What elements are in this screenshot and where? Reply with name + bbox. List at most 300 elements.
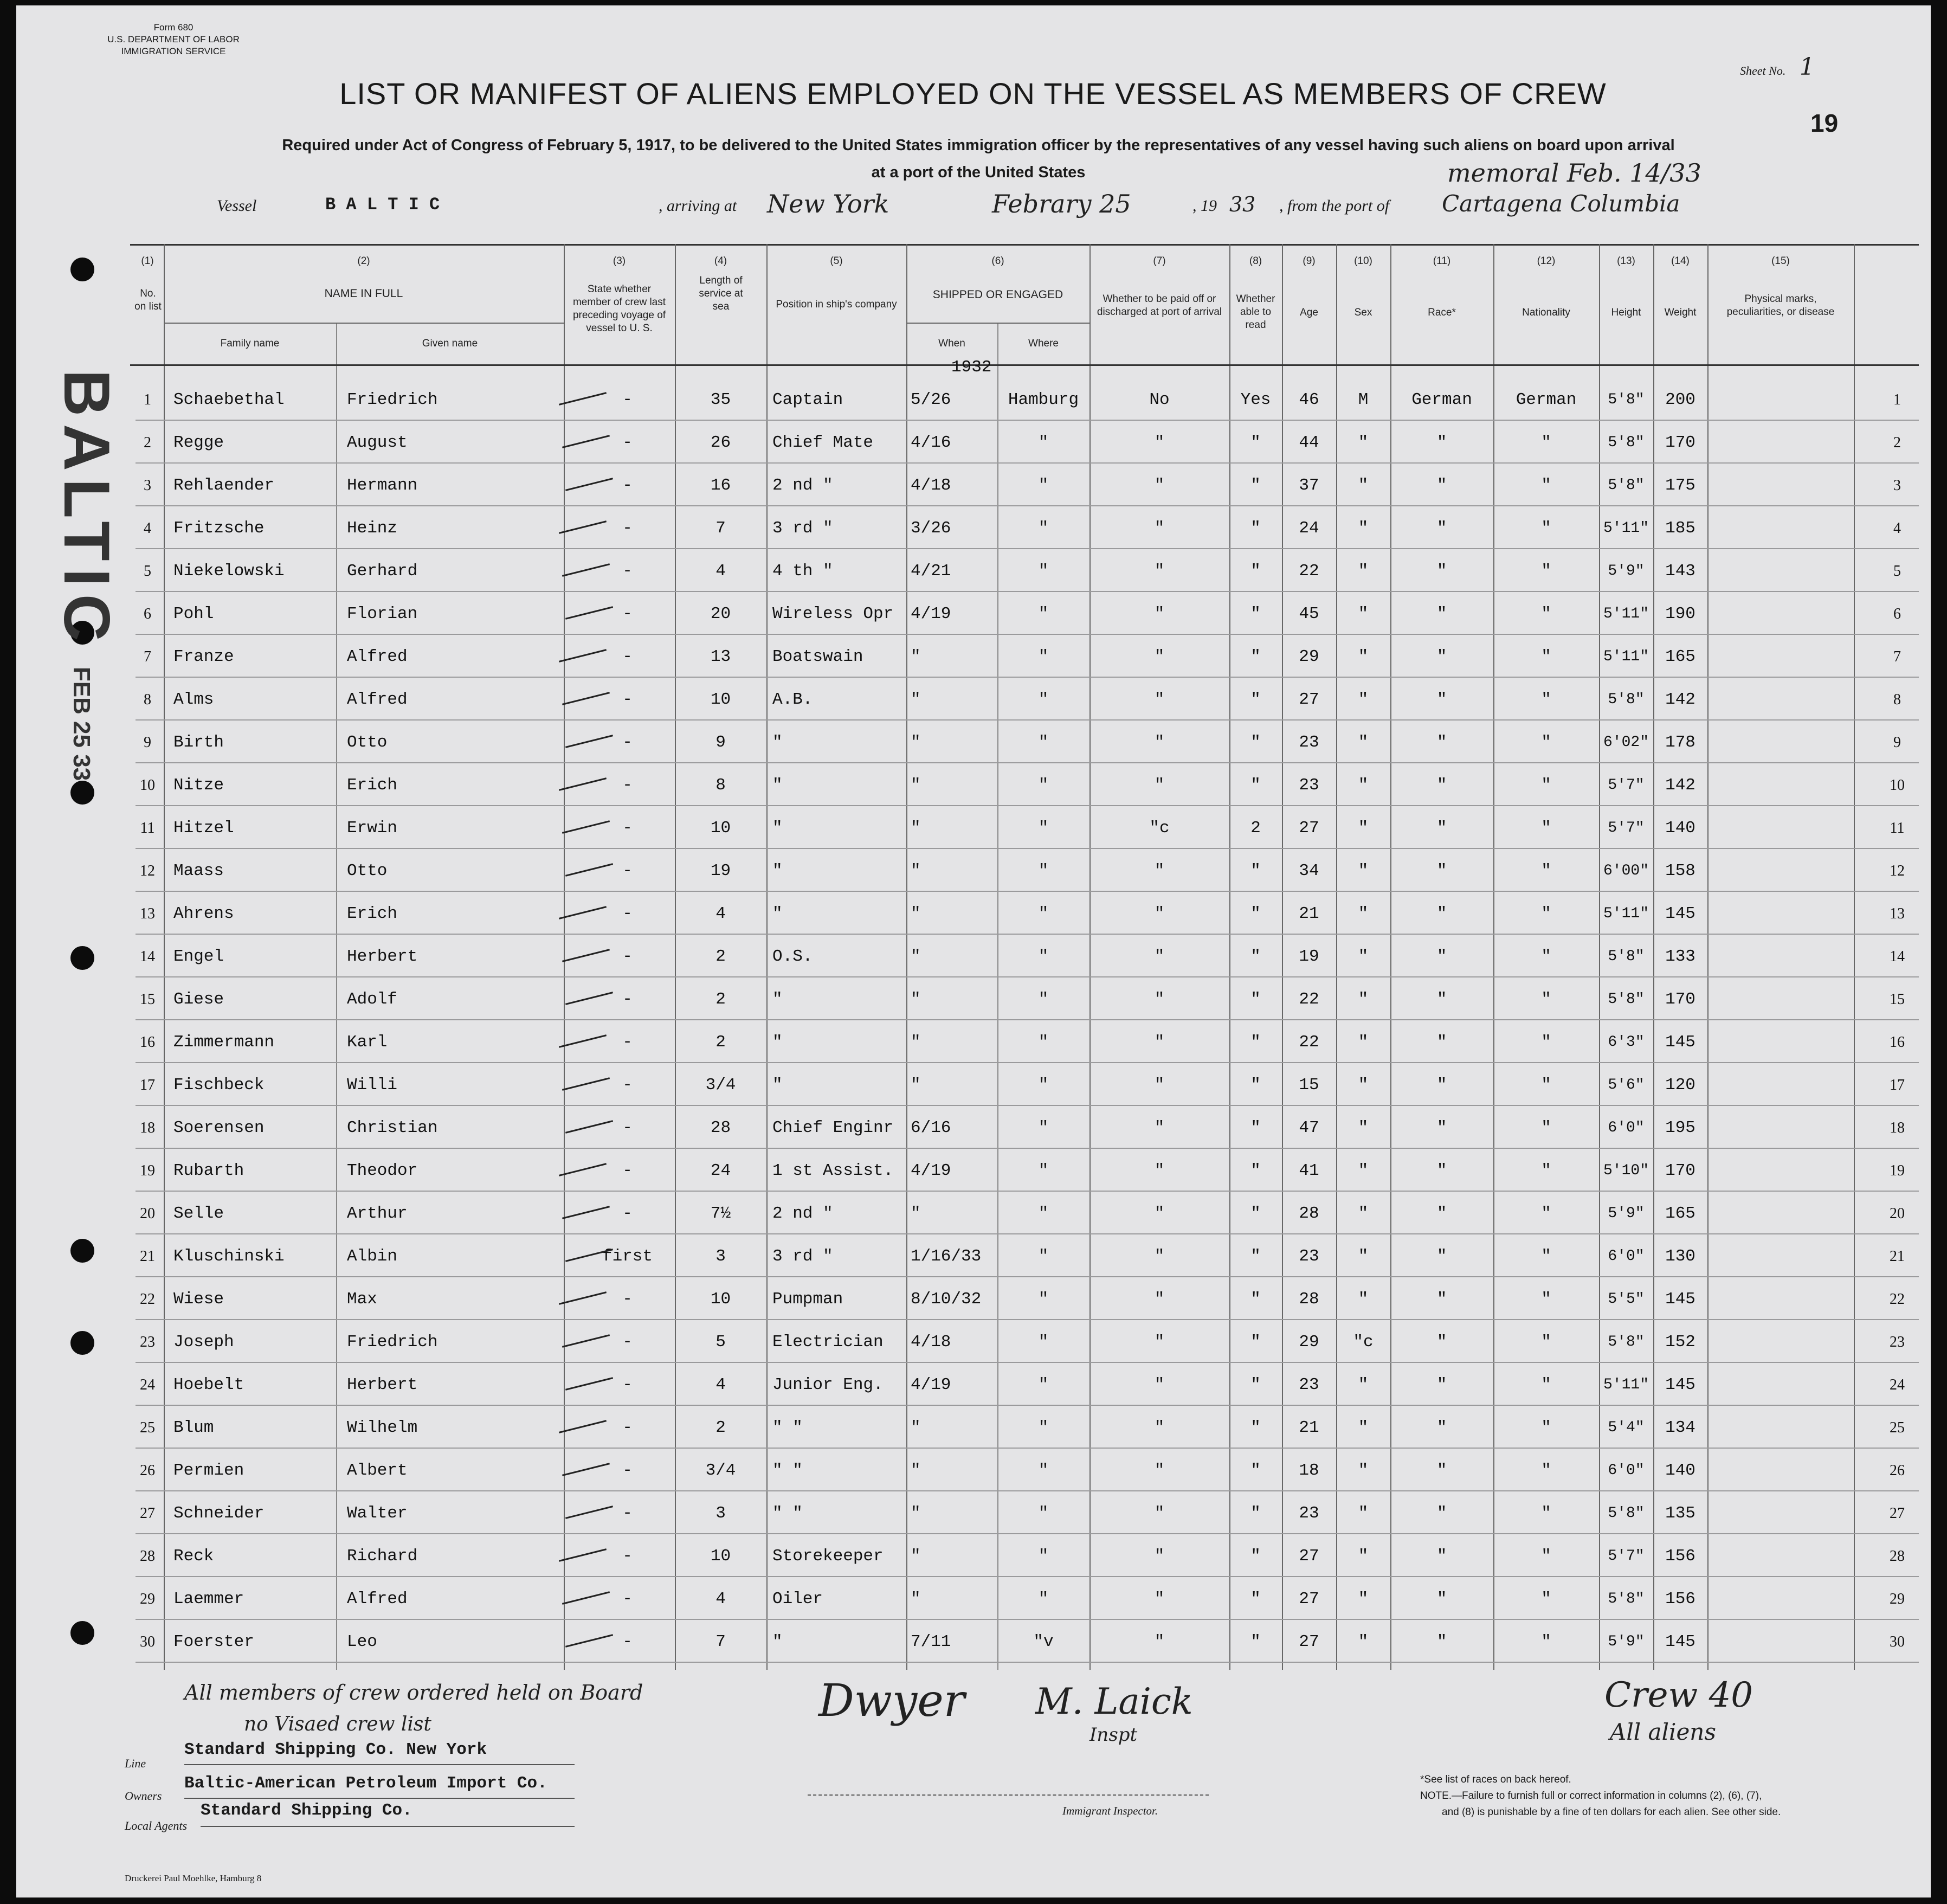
family-name: Foerster <box>173 1632 254 1651</box>
position: " <box>772 733 783 752</box>
nationality: " <box>1541 1290 1551 1309</box>
owners-rule <box>184 1798 575 1799</box>
family-name: Joseph <box>173 1333 234 1352</box>
shipped-where: " <box>1038 433 1049 452</box>
family-name: Pohl <box>173 604 214 623</box>
race: " <box>1436 861 1447 880</box>
col-subdivider <box>336 323 337 1670</box>
shipped-when: 4/18 <box>911 476 951 495</box>
age: 18 <box>1299 1461 1319 1480</box>
service-length: 35 <box>710 390 731 409</box>
nationality: " <box>1541 990 1551 1009</box>
position: " " <box>772 1418 803 1437</box>
row-number: 15 <box>140 991 155 1008</box>
previous-voyage: - <box>622 947 633 966</box>
given-name: Florian <box>347 604 418 623</box>
height: 5'7" <box>1608 1548 1645 1565</box>
col-divider <box>1854 244 1855 1670</box>
height: 5'8" <box>1608 1334 1645 1350</box>
height: 5'7" <box>1608 777 1645 794</box>
able-to-read: " <box>1250 990 1261 1009</box>
sex: " <box>1358 1118 1369 1137</box>
sex: " <box>1358 1161 1369 1180</box>
race: " <box>1436 1333 1447 1352</box>
sex: " <box>1358 819 1369 838</box>
paid-off: " <box>1154 690 1165 709</box>
row-rule <box>136 1191 1919 1192</box>
age: 44 <box>1299 433 1319 452</box>
paid-off: " <box>1154 733 1165 752</box>
position: Oiler <box>772 1590 823 1609</box>
race: " <box>1436 1461 1447 1480</box>
previous-voyage: - <box>622 1461 633 1480</box>
paid-off: " <box>1154 947 1165 966</box>
row-number-right: 7 <box>1893 648 1901 665</box>
row-number: 1 <box>144 391 151 408</box>
shipped-when: " <box>911 1076 921 1095</box>
position: 3 rd " <box>772 519 833 538</box>
row-number: 24 <box>140 1376 155 1393</box>
service-length: 2 <box>715 947 726 966</box>
family-name: Zimmermann <box>173 1033 275 1052</box>
service-length: 3/4 <box>705 1076 736 1095</box>
row-number: 13 <box>140 905 155 922</box>
sex: " <box>1358 1204 1369 1223</box>
service-length: 3/4 <box>705 1461 736 1480</box>
service-length: 19 <box>710 861 731 880</box>
height: 5'8" <box>1608 991 1645 1008</box>
family-name: Nitze <box>173 776 224 795</box>
height: 5'9" <box>1608 563 1645 580</box>
family-name: Ahrens <box>173 904 234 923</box>
shipped-when: 7/11 <box>911 1632 951 1651</box>
height: 6'0" <box>1608 1248 1645 1265</box>
position: Captain <box>772 390 843 409</box>
row-number-right: 14 <box>1890 948 1905 965</box>
col-14-number: (14) <box>1671 255 1690 267</box>
nationality: " <box>1541 1547 1551 1566</box>
line-value: Standard Shipping Co. New York <box>184 1740 487 1759</box>
able-to-read: " <box>1250 1590 1261 1609</box>
sex: " <box>1358 519 1369 538</box>
paid-off: " <box>1154 1632 1165 1651</box>
given-name: Arthur <box>347 1204 408 1223</box>
previous-voyage: - <box>622 562 633 581</box>
age: 37 <box>1299 476 1319 495</box>
race: " <box>1436 519 1447 538</box>
age: 28 <box>1299 1290 1319 1309</box>
age: 23 <box>1299 1247 1319 1266</box>
age: 27 <box>1299 690 1319 709</box>
shipped-when: 1/16/33 <box>911 1247 982 1266</box>
nationality: German <box>1516 390 1577 409</box>
shipped-when: 6/16 <box>911 1118 951 1137</box>
shipped-when: 4/19 <box>911 604 951 623</box>
shipped-where: " <box>1038 604 1049 623</box>
sex: " <box>1358 1418 1369 1437</box>
paid-off: " <box>1154 1204 1165 1223</box>
row-number-right: 24 <box>1890 1376 1905 1393</box>
height: 6'0" <box>1608 1120 1645 1136</box>
row-number: 11 <box>140 820 155 837</box>
row-number-right: 22 <box>1890 1291 1905 1308</box>
service-length: 7½ <box>710 1204 731 1223</box>
signature-inspector-1: Dwyer <box>818 1675 965 1727</box>
height: 5'11" <box>1603 606 1649 622</box>
previous-voyage: - <box>622 990 633 1009</box>
handwritten-note-1: All members of crew ordered held on Board <box>184 1681 643 1704</box>
col-4-header: Length of service at sea <box>699 275 743 312</box>
shipped-where: " <box>1038 1547 1049 1566</box>
row-number-right: 3 <box>1893 477 1901 494</box>
previous-voyage: - <box>622 476 633 495</box>
row-rule <box>136 1448 1919 1449</box>
race: " <box>1436 947 1447 966</box>
vessel-line <box>217 189 1843 225</box>
sex: " <box>1358 604 1369 623</box>
row-number-right: 27 <box>1890 1505 1905 1522</box>
age: 47 <box>1299 1118 1319 1137</box>
weight: 142 <box>1665 776 1695 795</box>
row-number: 17 <box>140 1077 155 1093</box>
shipped-when: " <box>911 1418 921 1437</box>
height: 5'11" <box>1603 648 1649 665</box>
row-number: 14 <box>140 948 155 965</box>
age: 27 <box>1299 1590 1319 1609</box>
nationality: " <box>1541 1204 1551 1223</box>
sex: " <box>1358 690 1369 709</box>
age: 27 <box>1299 819 1319 838</box>
nationality: " <box>1541 647 1551 666</box>
service-length: 3 <box>715 1504 726 1523</box>
service-length: 3 <box>715 1247 726 1266</box>
service-length: 10 <box>710 1547 731 1566</box>
age: 29 <box>1299 1333 1319 1352</box>
previous-voyage: - <box>622 1290 633 1309</box>
binder-hole <box>70 258 94 281</box>
position: 2 nd " <box>772 1204 833 1223</box>
col-6-number: (6) <box>991 255 1004 267</box>
family-name: Laemmer <box>173 1590 244 1609</box>
from-label: , from the port of <box>1279 197 1390 215</box>
col-divider <box>1707 244 1709 1670</box>
col-10-header: Sex <box>1354 307 1372 318</box>
row-number: 21 <box>140 1248 155 1265</box>
paid-off: " <box>1154 519 1165 538</box>
weight: 145 <box>1665 1033 1695 1052</box>
given-name: Gerhard <box>347 562 418 581</box>
row-number-right: 12 <box>1890 863 1905 879</box>
row-number: 25 <box>140 1419 155 1436</box>
able-to-read: " <box>1250 1547 1261 1566</box>
row-number-right: 8 <box>1893 691 1901 708</box>
weight: 120 <box>1665 1076 1695 1095</box>
position: " <box>772 904 783 923</box>
paid-off: " <box>1154 1375 1165 1394</box>
col-6-when-header: When <box>938 338 965 349</box>
able-to-read: " <box>1250 904 1261 923</box>
weight: 134 <box>1665 1418 1695 1437</box>
weight: 152 <box>1665 1333 1695 1352</box>
col-divider <box>564 244 565 1670</box>
previous-voyage: - <box>622 690 633 709</box>
row-rule <box>136 420 1919 421</box>
weight: 170 <box>1665 990 1695 1009</box>
binder-hole <box>70 1239 94 1263</box>
shipped-where: " <box>1038 690 1049 709</box>
shipped-when: 8/10/32 <box>911 1290 982 1309</box>
family-name: Giese <box>173 990 224 1009</box>
nationality: " <box>1541 1033 1551 1052</box>
given-name: Karl <box>347 1033 388 1052</box>
given-name: Max <box>347 1290 377 1309</box>
position: Chief Mate <box>772 433 874 452</box>
family-name: Alms <box>173 690 214 709</box>
row-number: 18 <box>140 1120 155 1136</box>
shipped-when: " <box>911 776 921 795</box>
able-to-read: " <box>1250 1461 1261 1480</box>
row-rule <box>136 934 1919 935</box>
able-to-read: Yes <box>1240 390 1271 409</box>
family-name: Maass <box>173 861 224 880</box>
paid-off: " <box>1154 904 1165 923</box>
service-length: 8 <box>715 776 726 795</box>
col-14-header: Weight <box>1664 307 1697 318</box>
weight: 200 <box>1665 390 1695 409</box>
able-to-read: " <box>1250 1161 1261 1180</box>
shipped-where: " <box>1038 519 1049 538</box>
paid-off: " <box>1154 1590 1165 1609</box>
family-name: Rehlaender <box>173 476 275 495</box>
family-name: Rubarth <box>173 1161 244 1180</box>
paid-off: " <box>1154 476 1165 495</box>
previous-voyage: - <box>622 1504 633 1523</box>
shipped-where: " <box>1038 1504 1049 1523</box>
age: 21 <box>1299 1418 1319 1437</box>
shipped-when: " <box>911 990 921 1009</box>
age: 22 <box>1299 1033 1319 1052</box>
able-to-read: " <box>1250 476 1261 495</box>
given-name: Herbert <box>347 947 418 966</box>
weight: 170 <box>1665 1161 1695 1180</box>
nationality: " <box>1541 519 1551 538</box>
age: 34 <box>1299 861 1319 880</box>
service-length: 4 <box>715 1375 726 1394</box>
nationality: " <box>1541 733 1551 752</box>
sex: " <box>1358 733 1369 752</box>
previous-voyage: - <box>622 776 633 795</box>
shipped-where: Hamburg <box>1008 390 1079 409</box>
shipped-when: " <box>911 1590 921 1609</box>
sex: " <box>1358 562 1369 581</box>
paid-off: " <box>1154 604 1165 623</box>
service-length: 7 <box>715 519 726 538</box>
family-name: Niekelowski <box>173 562 285 581</box>
arriving-port: New York <box>767 189 889 218</box>
paid-off: " <box>1154 1118 1165 1137</box>
family-name: Selle <box>173 1204 224 1223</box>
position: " " <box>772 1461 803 1480</box>
vessel-stamp <box>27 342 136 649</box>
row-rule <box>136 1062 1919 1063</box>
age: 45 <box>1299 604 1319 623</box>
family-name: Permien <box>173 1461 244 1480</box>
sex: " <box>1358 1375 1369 1394</box>
height: 6'02" <box>1603 734 1649 751</box>
able-to-read: " <box>1250 1076 1261 1095</box>
row-number-right: 21 <box>1890 1248 1905 1265</box>
row-rule <box>136 1233 1919 1234</box>
position: Electrician <box>772 1333 884 1352</box>
given-name: Albert <box>347 1461 408 1480</box>
col-7-header: Whether to be paid off or discharged at port of arrival <box>1097 293 1222 318</box>
table-top-rule <box>130 244 1919 246</box>
family-name: Wiese <box>173 1290 224 1309</box>
given-name: Friedrich <box>347 390 438 409</box>
col-12-number: (12) <box>1537 255 1556 267</box>
stamp-vessel-name: BALTIC <box>50 369 123 649</box>
col-divider <box>906 244 907 1670</box>
able-to-read: " <box>1250 1333 1261 1352</box>
paid-off: " <box>1154 990 1165 1009</box>
col-13-number: (13) <box>1617 255 1635 267</box>
nationality: " <box>1541 947 1551 966</box>
shipped-where: " <box>1038 1204 1049 1223</box>
sex: " <box>1358 1290 1369 1309</box>
row-rule <box>136 548 1919 549</box>
shipped-where: " <box>1038 861 1049 880</box>
height: 5'10" <box>1603 1162 1649 1179</box>
given-name: Richard <box>347 1547 418 1566</box>
position: " <box>772 1076 783 1095</box>
races-note: *See list of races on back hereof. <box>1420 1774 1571 1785</box>
row-number: 30 <box>140 1633 155 1650</box>
family-name: Hitzel <box>173 819 234 838</box>
service-length: 24 <box>710 1161 731 1180</box>
position: Boatswain <box>772 647 863 666</box>
nationality: " <box>1541 904 1551 923</box>
service-length: 2 <box>715 990 726 1009</box>
family-name: Schaebethal <box>173 390 285 409</box>
row-number: 22 <box>140 1291 155 1308</box>
handwritten-annotation: memoral Feb. 14/33 <box>1447 158 1701 188</box>
sex: " <box>1358 947 1369 966</box>
col-3-header: State whether member of crew last preceding voyage of vessel to U. S. <box>572 284 666 334</box>
weight: 185 <box>1665 519 1695 538</box>
manifest-sheet <box>16 5 1931 1897</box>
row-rule <box>136 462 1919 464</box>
nationality: " <box>1541 1375 1551 1394</box>
previous-voyage: - <box>622 1033 633 1052</box>
service-length: 2 <box>715 1418 726 1437</box>
position: " <box>772 776 783 795</box>
race: " <box>1436 1632 1447 1651</box>
age: 28 <box>1299 1204 1319 1223</box>
given-name: Heinz <box>347 519 398 538</box>
weight: 133 <box>1665 947 1695 966</box>
position: A.B. <box>772 690 813 709</box>
service-length: 10 <box>710 690 731 709</box>
family-name: Regge <box>173 433 224 452</box>
row-number: 23 <box>140 1334 155 1350</box>
given-name: Erwin <box>347 819 398 838</box>
race: " <box>1436 1375 1447 1394</box>
name-subheader-rule <box>164 323 564 324</box>
family-name: Engel <box>173 947 224 966</box>
nationality: " <box>1541 1333 1551 1352</box>
col-15-header: Physical marks, peculiarities, or disease <box>1726 293 1835 318</box>
previous-voyage: - <box>622 1375 633 1394</box>
paid-off: " <box>1154 776 1165 795</box>
row-number-right: 10 <box>1890 777 1905 794</box>
race: " <box>1436 776 1447 795</box>
shipped-when: " <box>911 904 921 923</box>
row-number: 19 <box>140 1162 155 1179</box>
row-number-right: 4 <box>1893 520 1901 537</box>
col-5-header: Position in ship's company <box>776 299 897 310</box>
paid-off: " <box>1154 1418 1165 1437</box>
year-suffix: 33 <box>1229 192 1256 216</box>
sex: " <box>1358 647 1369 666</box>
given-name: Leo <box>347 1632 377 1651</box>
row-number: 5 <box>144 563 151 580</box>
family-name: Blum <box>173 1418 214 1437</box>
height: 5'8" <box>1608 477 1645 494</box>
given-name: Friedrich <box>347 1333 438 1352</box>
position: " <box>772 861 783 880</box>
height: 5'8" <box>1608 1505 1645 1522</box>
weight: 178 <box>1665 733 1695 752</box>
given-name: Adolf <box>347 990 398 1009</box>
family-name: Hoebelt <box>173 1375 244 1394</box>
able-to-read: " <box>1250 733 1261 752</box>
shipped-where: " <box>1038 476 1049 495</box>
owners-value: Baltic-American Petroleum Import Co. <box>184 1774 547 1793</box>
owners-label: Owners <box>125 1789 162 1803</box>
race: " <box>1436 433 1447 452</box>
age: 21 <box>1299 904 1319 923</box>
crew-total: Crew 40 <box>1604 1675 1753 1715</box>
family-name: Franze <box>173 647 234 666</box>
position: Pumpman <box>772 1290 843 1309</box>
race: " <box>1436 647 1447 666</box>
signature-inspector-2: M. Laick <box>1035 1681 1193 1722</box>
service-length: 7 <box>715 1632 726 1651</box>
position: " " <box>772 1504 803 1523</box>
race: " <box>1436 690 1447 709</box>
row-number-right: 26 <box>1890 1462 1905 1479</box>
signature-inspector-3: Inspt <box>1089 1724 1138 1746</box>
form-info <box>98 22 249 57</box>
height: 5'9" <box>1608 1205 1645 1222</box>
race: German <box>1411 390 1472 409</box>
row-rule <box>136 634 1919 635</box>
position: " <box>772 1033 783 1052</box>
age: 23 <box>1299 1504 1319 1523</box>
row-number-right: 23 <box>1890 1334 1905 1350</box>
weight: 140 <box>1665 1461 1695 1480</box>
shipped-when: 4/18 <box>911 1333 951 1352</box>
row-number: 6 <box>144 606 151 622</box>
weight: 145 <box>1665 1290 1695 1309</box>
col-6-header: SHIPPED OR ENGAGED <box>932 288 1063 301</box>
age: 23 <box>1299 1375 1319 1394</box>
previous-voyage: - <box>622 1118 633 1137</box>
given-name: Hermann <box>347 476 418 495</box>
given-name: Herbert <box>347 1375 418 1394</box>
race: " <box>1436 1418 1447 1437</box>
vessel-name: B A L T I C <box>325 195 440 215</box>
